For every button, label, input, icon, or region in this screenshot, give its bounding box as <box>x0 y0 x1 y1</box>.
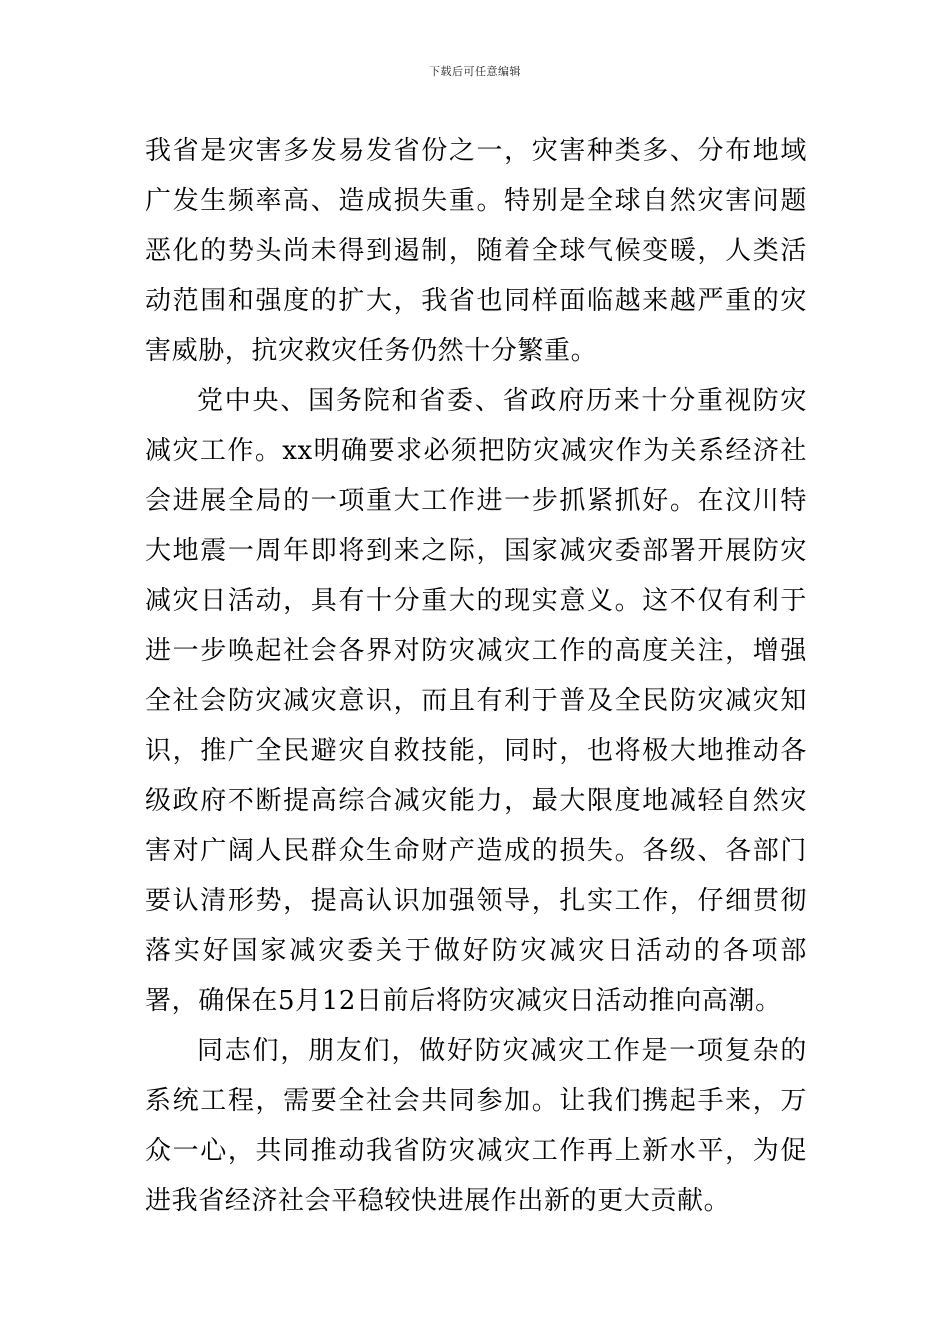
paragraph-1: 我省是灾害多发易发省份之一，灾害种类多、分布地域广发生频率高、造成损失重。特别是全球自然灾害问题恶化的势头尚未得到遏制，随着全球气候变暖，人类活动范围和强度的扩大，我省也同样面临越来越严重的灾害威胁，抗灾救灾任务仍然十分繁重。 <box>145 136 807 366</box>
page-header: 下载后可任意编辑 <box>429 65 521 78</box>
paragraph-2: 党中央、国务院和省委、省政府历来十分重视防灾减灾工作。xx明确要求必须把防灾减灾作为关系经济社会进展全局的一项重大工作进一步抓紧抓好。在汶川特大地震一周年即将到来之际，国家减灾委部署开展防灾减灾日活动，具有十分重大的现实意义。这不仅有利于进一步唤起社会各界对防灾减灾工作的高度关注，增强全社会防灾减灾意识，而且有利于普及全民防灾减灾知识，推广全民避灾自救技能，同时，也将极大地推动各级政府不断提高综合减灾能力，最大限度地减轻自然灾害对广阔人民群众生命财产造成的损失。各级、各部门要认清形势，提高认识加强领导，扎实工作，仔细贯彻落实好国家减灾委关于做好防灾减灾日活动的各项部署，确保在5月12日前后将防灾减灾日活动推向高潮。 <box>145 386 807 1016</box>
paragraph-3: 同志们，朋友们，做好防灾减灾工作是一项复杂的系统工程，需要全社会共同参加。让我们携起手来，万众一心，共同推动我省防灾减灾工作再上新水平，为促进我省经济社会平稳较快进展作出新的更大贡献。 <box>145 1036 807 1216</box>
document-body <box>145 126 807 1226</box>
